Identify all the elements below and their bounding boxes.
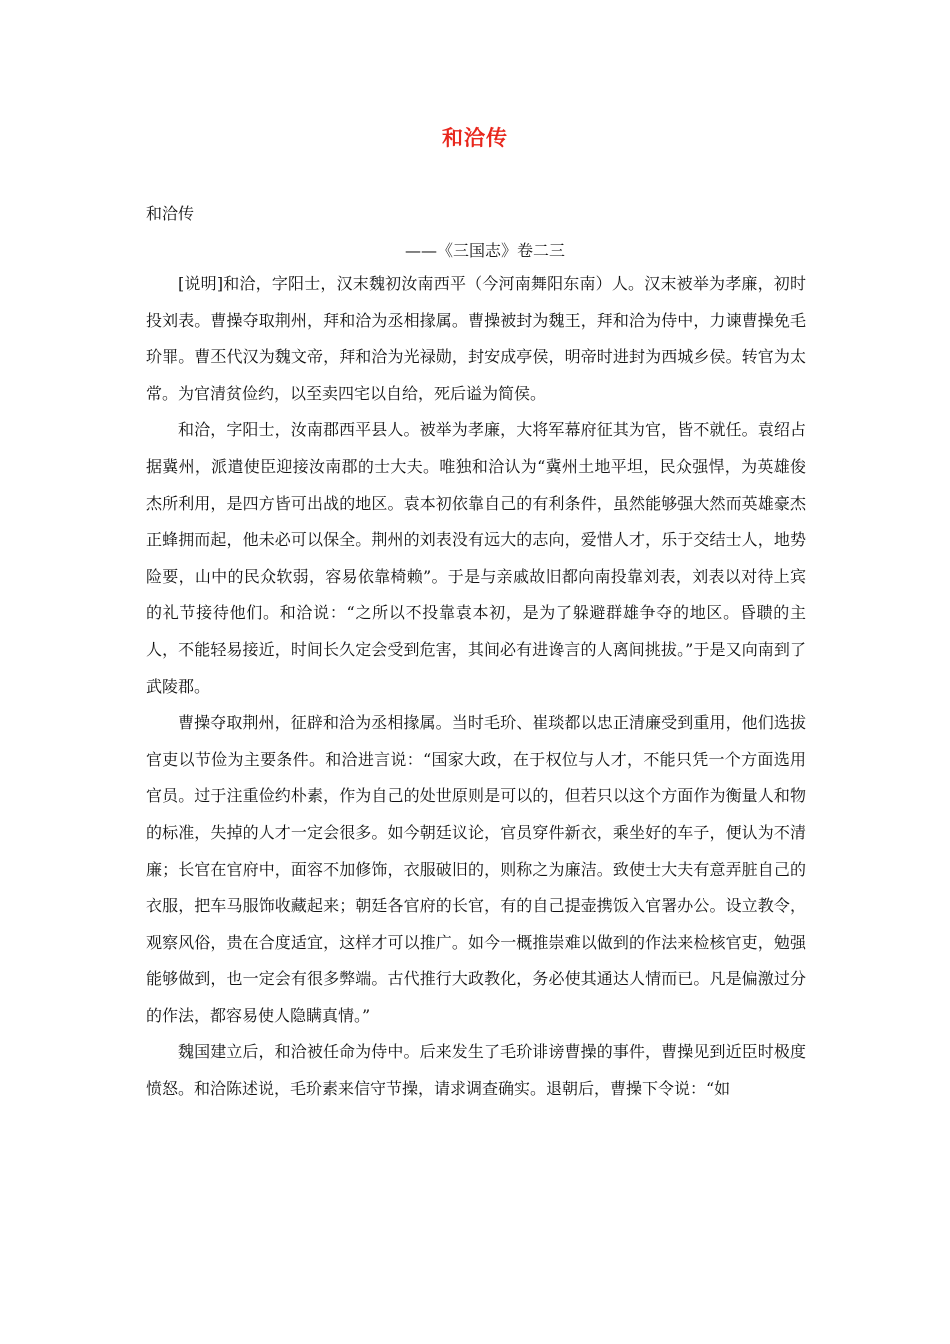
- paragraph-wei-kingdom: 魏国建立后，和洽被任命为侍中。后来发生了毛玠诽谤曹操的事件，曹操见到近臣时极度愤怒。和洽陈述说，毛玠素来信守节操，请求调查确实。退朝后，曹操下令说：“如: [146, 1042, 806, 1099]
- source-citation: ——《三国志》卷二三: [404, 241, 565, 260]
- paragraph-advice-to-cao-cao: 曹操夺取荆州，征辟和洽为丞相掾属。当时毛玠、崔琰都以忠正清廉受到重用，他们选拔官吏以节俭为主要条件。和洽进言说：“国家大政，在于权位与人才，不能只凭一个方面选用官员。过于注重俭约朴素，作为自己的处世原则是可以的，但若只以这个方面作为衡量人和物的标准，失掉的人才一定会很多。如今朝廷议论，官员穿件新衣，乘坐好的车子，便认为不清廉；长官在官府中，面容不加修饰，衣服破旧的，则称之为廉洁。致使士大夫有意弄脏自己的衣服，把车马服饰收藏起来；朝廷各官府的长官，有的自己提壶携饭入官署办公。设立教令，观察风俗，贵在合度适宜，这样才可以推广。如今一概推崇难以做到的作法来检核官吏，勉强能够做到，也一定会有很多弊端。古代推行大政教化，务必使其通达人情而已。凡是偏激过分的作法，都容易使人隐瞒真情。”: [146, 713, 806, 1025]
- paragraph-description: [说明]和洽，字阳士，汉末魏初汝南西平（今河南舞阳东南）人。汉末被举为孝廉，初时投刘表。曹操夺取荆州，拜和洽为丞相掾属。曹操被封为魏王，拜和洽为侍中，力谏曹操免毛玠罪。曹丕代汉为魏文帝，拜和洽为光禄勋，封安成亭侯，明帝时进封为西城乡侯。转官为太常。为官清贫俭约，以至卖四宅以自给，死后谥为简侯。: [146, 274, 806, 403]
- paragraph-early-life: 和洽，字阳士，汝南郡西平县人。被举为孝廉，大将军幕府征其为官，皆不就任。袁绍占据冀州，派遣使臣迎接汝南郡的士大夫。唯独和洽认为“冀州土地平坦，民众强悍，为英雄俊杰所利用，是四方皆可出战的地区。袁本初依靠自己的有利条件，虽然能够强大然而英雄豪杰正蜂拥而起，他未必可以保全。荆州的刘表没有远大的志向，爱惜人才，乐于交结士人，地势险要，山中的民众软弱，容易依靠椅赖”。于是与亲戚故旧都向南投靠刘表，刘表以对待上宾的礼节接待他们。和洽说：“之所以不投靠袁本初，是为了躲避群雄争夺的地区。昏聩的主人，不能轻易接近，时间长久定会受到危害，其间必有进谗言的人离间挑拔。”于是又向南到了武陵郡。: [146, 420, 806, 696]
- document-subheading: 和洽传: [146, 204, 195, 223]
- document-title: 和洽传: [442, 125, 508, 150]
- body-text: [146, 266, 806, 1108]
